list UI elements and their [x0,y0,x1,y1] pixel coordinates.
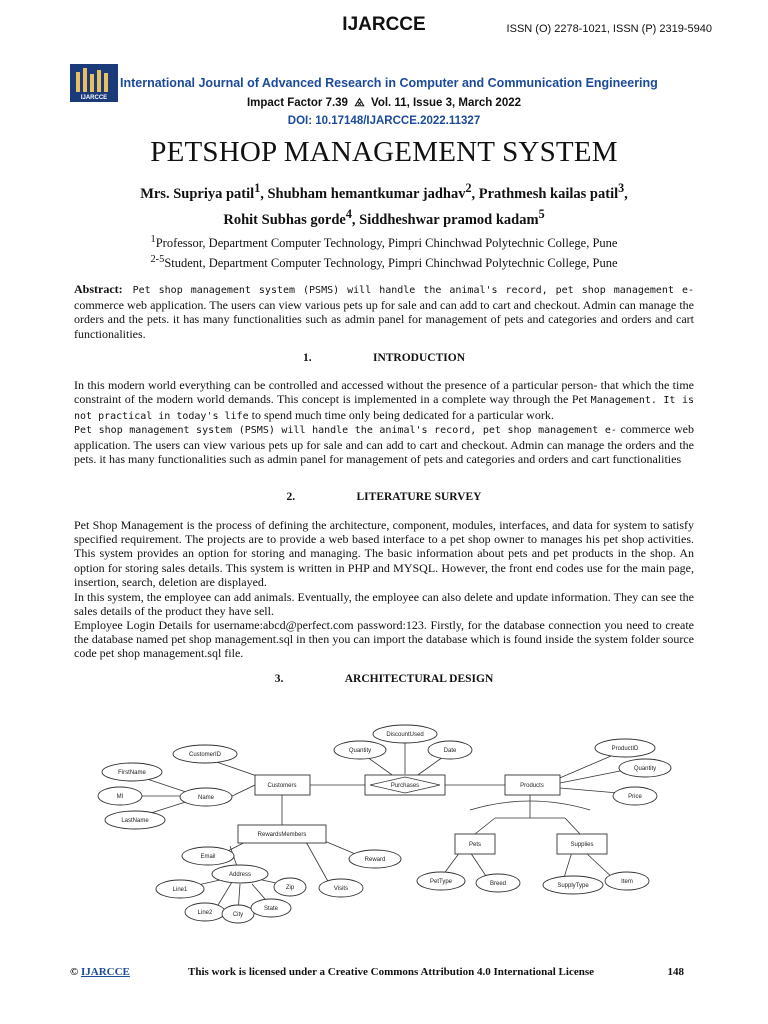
author-name: Siddheshwar pramod kadam [359,211,539,228]
label-name: Name [197,795,215,801]
label-visits: Visits [333,886,349,892]
label-supplytype: SupplyType [557,883,589,889]
authors-line-2 [0,207,768,229]
impact-line [0,97,768,110]
label-city: City [232,912,244,918]
affiliation-text: Professor, Department Computer Technology, Pimpri Chinchwad Polytechnic College, Pune [155,236,618,251]
literature-paragraph-3: Employee Login Details for username:abcd@perfect.com password:123. Firstly, for the database connection you need to create the database named pet shop management.sql in then you can import the database which is found inside the system folder source code pet shop management.sql file. [74,618,694,661]
section-title: ARCHITECTURAL DESIGN [344,673,494,685]
label-line1: Line1 [172,887,188,893]
label-supplies: Supplies [570,842,594,848]
label-products: Products [520,783,544,789]
affiliation-2 [0,254,768,271]
copyright-icon: © [70,966,79,978]
intro-paragraph-1 [74,378,694,425]
author-sup: 3 [618,181,625,195]
affiliation-text: Student, Department Computer Technology, Pimpri Chinchwad Polytechnic College, Pune [164,256,618,271]
label-date: Date [443,748,457,754]
label-line2: Line2 [197,910,213,916]
affiliation-1 [0,234,768,251]
volume-issue: Vol. 11, Issue 3, March 2022 [371,97,522,109]
journal-abbreviation: IJARCCE [342,14,426,35]
label-mi: MI [116,794,124,800]
intro-text-mono: Management. It is not practical in today's life [74,395,695,423]
author-sup: 1 [254,181,261,195]
section-heading-introduction [0,352,768,364]
section-heading-architectural-design [0,673,768,685]
section-number: 2. [286,491,296,503]
label-pettype: PetType [429,879,453,885]
label-firstname: FirstName [118,770,146,776]
author-sep: , [471,185,479,202]
page-number: 148 [667,966,684,978]
section-title: LITERATURE SURVEY [356,491,482,503]
section-heading-literature-survey [0,491,768,503]
label-reward: Reward [364,857,386,863]
separator-icon: ⨻ [354,97,365,109]
doi[interactable]: DOI: 10.17148/IJARCCE.2022.11327 [287,115,481,127]
footer-copyright [70,966,130,978]
author-name: Shubham hemantkumar jadhav [267,185,466,202]
intro-paragraph-2 [74,422,694,467]
er-diagram [90,722,690,927]
issn-text: ISSN (O) 2278-1021, ISSN (P) 2319-5940 [506,23,712,35]
intro-text: commerce web application. The users can view various pets up for sale and can add to cart and checkout. Admin can manage the orders and the pets. it has many functionalities such as admin panel for management of pets and categories and orders and cart functionalities [74,422,694,467]
abstract-text: commerce web application. The users can view various pets up for sale and can add to cart and checkout. Admin can manage the orders and the pets. it has many functionalities such as admin panel for management of pets and categories and orders and cart functionalities. [74,298,694,341]
label-state: State [263,906,279,912]
abstract [74,282,694,341]
label-discountused: DiscountUsed [386,732,424,738]
label-product-quantity: Quantity [633,766,657,772]
label-breed: Breed [489,881,507,887]
label-pets: Pets [468,842,482,848]
author-sep: , [351,211,360,228]
affiliation-sup: 1 [150,234,156,245]
author-sup: 5 [538,207,545,221]
intro-text: to spend much time only being dedicated for a particular work. [248,408,554,423]
label-customers: Customers [267,783,297,789]
label-lastname: LastName [121,818,149,824]
author-name: Rohit Subhas gorde [223,211,346,228]
label-item: Item [621,879,633,885]
label-price: Price [628,794,642,800]
footer [70,966,698,984]
label-quantity: Quantity [348,748,372,754]
author-sup: 2 [465,181,472,195]
label-address: Address [228,872,252,878]
author-sep: , [260,185,268,202]
authors-line-1 [0,181,768,203]
impact-factor: Impact Factor 7.39 [246,97,348,109]
section-number: 3. [274,673,284,685]
literature-paragraph-1: Pet Shop Management is the process of defining the architecture, component, modules, interfaces, and data for system to satisfy specified requirement. The projects are to provide a web based interface to a pet shop owner to manages his pet shop activities. This system provides an option for storing and managing. The basic information about pets and pet products in the shop. An option for storing sales details. This system is written in PHP and MYSQL. However, the front end codes use for the main page, insertion, search, deletion are displayed. [74,518,694,589]
author-sep: , [624,185,628,202]
label-productid: ProductID [611,746,639,752]
label-zip: Zip [285,885,295,891]
label-customerid: CustomerID [188,752,222,758]
journal-name: International Journal of Advanced Research in Computer and Communication Engineering [120,76,658,90]
logo-text: IJARCCE [80,95,108,101]
paper-title: PETSHOP MANAGEMENT SYSTEM [150,136,618,168]
footer-license: This work is licensed under a Creative Commons Attribution 4.0 International License [188,966,594,978]
abstract-text-mono: Pet shop management system (PSMS) will handle the animal's record, pet shop management e- [132,285,694,296]
intro-text-mono: Pet shop management system (PSMS) will handle the animal's record, pet shop management e- [74,425,617,436]
section-title: INTRODUCTION [372,352,465,364]
label-purchases: Purchases [390,783,420,789]
intro-text: In this modern world everything can be controlled and accessed without the presence of a particular person- that which the time constraint of the modern world demands. This concept is implemented in a complete way through the Pet [74,378,694,407]
section-number: 1. [302,352,312,364]
author-name: Mrs. Supriya patil [140,185,255,202]
label-email: Email [200,854,216,860]
affiliation-sup: 2-5 [150,254,165,265]
label-rewards: RewardsMembers [257,832,307,838]
author-name: Prathmesh kailas patil [478,185,619,202]
author-sup: 4 [345,207,352,221]
abstract-label: Abstract: [74,282,123,296]
literature-paragraph-2: In this system, the employee can add animals. Eventually, the employee can also delete and update information. They can see the sales details of the product they have sell. [74,590,694,619]
footer-journal-link[interactable]: IJARCCE [80,966,130,978]
